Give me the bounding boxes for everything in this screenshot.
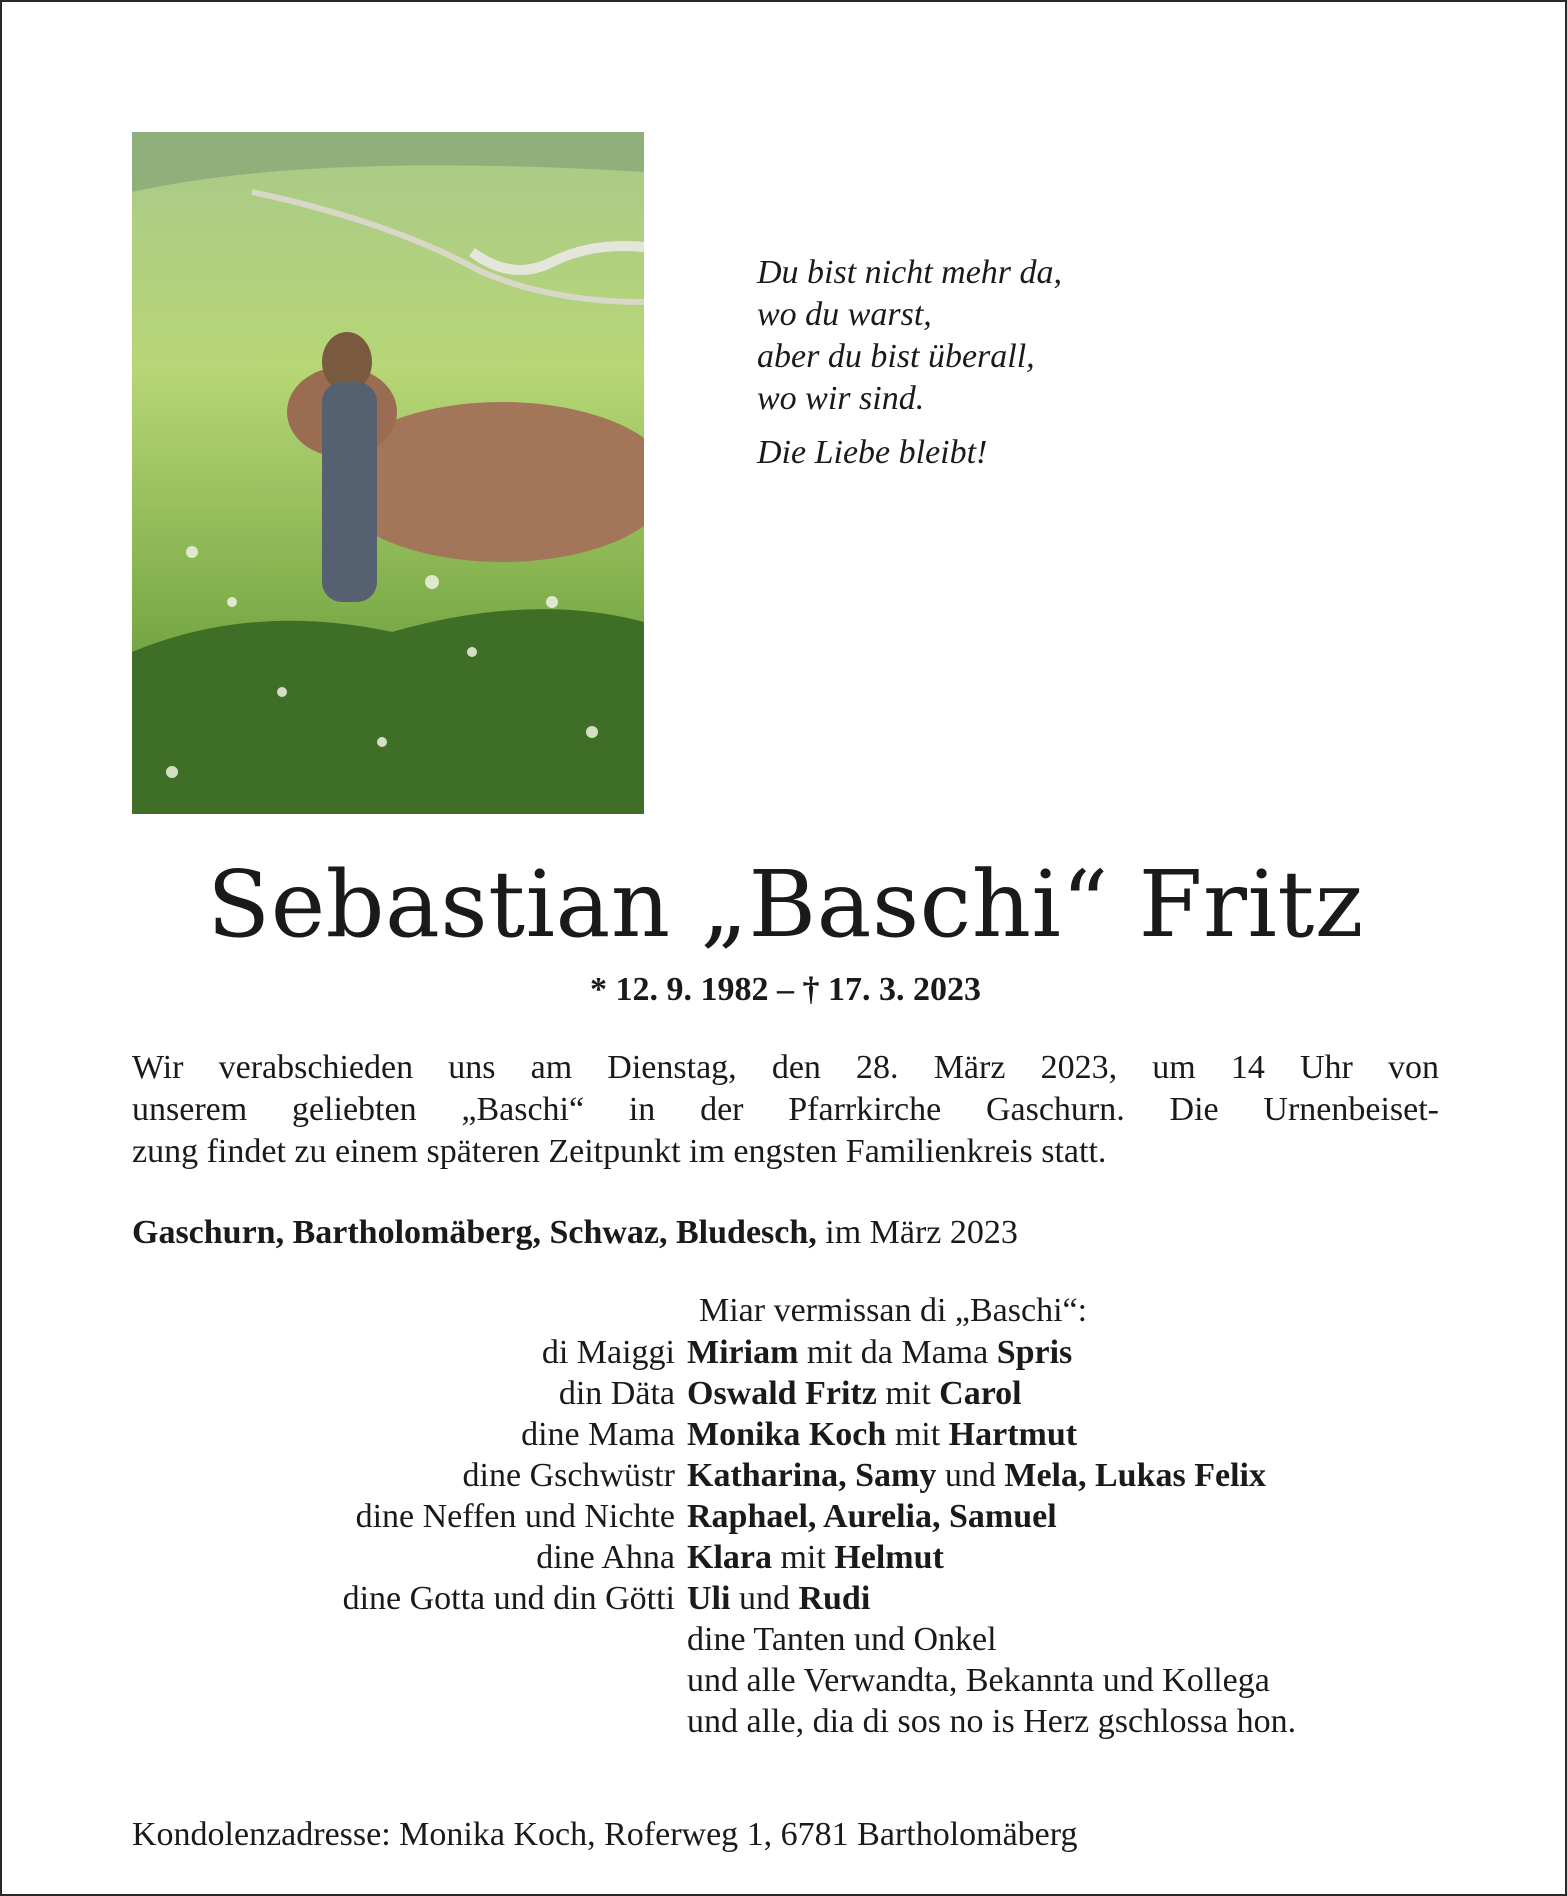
mourner-row <box>132 1537 1439 1578</box>
announcement-line: unserem geliebten „Baschi“ in der Pfarrkirche Gaschurn. Die Urnenbeiset- <box>132 1091 1439 1128</box>
mourner-connector: und alle, dia di sos no is Herz gschlossa hon. <box>687 1703 1297 1740</box>
mourner-name: Miriam <box>687 1334 799 1371</box>
mourner-row <box>132 1373 1439 1414</box>
mourner-name: Uli <box>687 1580 731 1617</box>
quote-line: aber du bist überall, <box>757 338 1035 375</box>
mourner-names <box>687 1660 1270 1701</box>
mourner-name: Monika Koch <box>687 1416 887 1453</box>
mourner-row <box>132 1496 1439 1537</box>
quote-line: Du bist nicht mehr da, <box>757 254 1063 291</box>
mourner-connector: und <box>936 1457 1005 1494</box>
mourner-name: Spris <box>996 1334 1073 1371</box>
quote-closing: Die Liebe bleibt! <box>757 434 988 471</box>
mourner-name: Rudi <box>798 1580 871 1617</box>
mourner-relation: dine Neffen und Nichte <box>355 1498 675 1535</box>
mourner-names <box>687 1619 997 1660</box>
mourner-relation <box>132 1660 687 1701</box>
deceased-name: Sebastian „Baschi“ Fritz <box>207 851 1364 958</box>
mourner-names <box>687 1537 944 1578</box>
mourner-relation: dine Mama <box>521 1416 675 1453</box>
mourner-row <box>132 1332 1439 1373</box>
mourner-connector: mit <box>771 1539 835 1576</box>
mourner-names <box>687 1373 1022 1414</box>
mourner-row <box>132 1455 1439 1496</box>
mourner-connector: dine Tanten und Onkel <box>687 1621 997 1658</box>
mourner-relation: di Maiggi <box>541 1334 675 1371</box>
mourner-relation: dine Gotta und din Götti <box>342 1580 675 1617</box>
mourner-connector: mit <box>876 1375 940 1412</box>
places-and-date <box>132 1212 1018 1254</box>
mourners-list <box>132 1332 1439 1742</box>
places-list: Gaschurn, Bartholomäberg, Schwaz, Bludesch, <box>132 1214 817 1251</box>
mourner-names <box>687 1332 1072 1373</box>
life-dates: * 12. 9. 1982 – † 17. 3. 2023 <box>590 971 981 1008</box>
mourner-relation: dine Ahna <box>536 1539 675 1576</box>
funeral-announcement <box>132 1047 1439 1173</box>
mourner-relation: din Däta <box>558 1375 675 1412</box>
memorial-photo-image <box>132 132 644 814</box>
mourner-name: Raphael, Aurelia, Samuel <box>687 1498 1057 1535</box>
mourner-names <box>687 1414 1077 1455</box>
mourner-connector: mit da Mama <box>798 1334 997 1371</box>
memorial-quote <box>757 252 1062 474</box>
mourner-name: Mela, Lukas Felix <box>1004 1457 1266 1494</box>
quote-line: wo wir sind. <box>757 380 925 417</box>
announcement-line: zung findet zu einem späteren Zeitpunkt im engsten Familienkreis statt. <box>132 1133 1107 1170</box>
mourner-name: Hartmut <box>948 1416 1078 1453</box>
mourner-connector: und alle Verwandta, Bekannta und Kollega <box>687 1662 1270 1699</box>
mourner-row <box>132 1660 1439 1701</box>
mourner-connector: mit <box>886 1416 949 1453</box>
mourner-name: Katharina, Samy <box>687 1457 937 1494</box>
mourner-names <box>687 1578 870 1619</box>
mourner-row <box>132 1578 1439 1619</box>
mourner-name: Carol <box>939 1375 1022 1412</box>
mourner-name: Klara <box>687 1539 772 1576</box>
mourner-connector: und <box>730 1580 799 1617</box>
place-date: im März 2023 <box>816 1214 1018 1251</box>
condolence-address: Kondolenzadresse: Monika Koch, Roferweg 1, 6781 Bartholomäberg <box>132 1816 1078 1853</box>
mourner-relation <box>132 1701 687 1742</box>
mourner-name: Oswald Fritz <box>687 1375 877 1412</box>
mourner-row <box>132 1414 1439 1455</box>
mourner-row <box>132 1701 1439 1742</box>
quote-line: wo du warst, <box>757 296 932 333</box>
mourner-name: Helmut <box>834 1539 944 1576</box>
mourners-heading: Miar vermissan di „Baschi“: <box>699 1292 1088 1329</box>
mourner-names <box>687 1455 1266 1496</box>
announcement-line: Wir verabschieden uns am Dienstag, den 28. März 2023, um 14 Uhr von <box>132 1049 1439 1086</box>
mourner-relation: dine Gschwüstr <box>462 1457 675 1494</box>
mourner-relation <box>132 1619 687 1660</box>
mourner-row <box>132 1619 1439 1660</box>
memorial-photo <box>132 132 644 814</box>
mourner-names <box>687 1496 1057 1537</box>
mourner-names <box>687 1701 1296 1742</box>
